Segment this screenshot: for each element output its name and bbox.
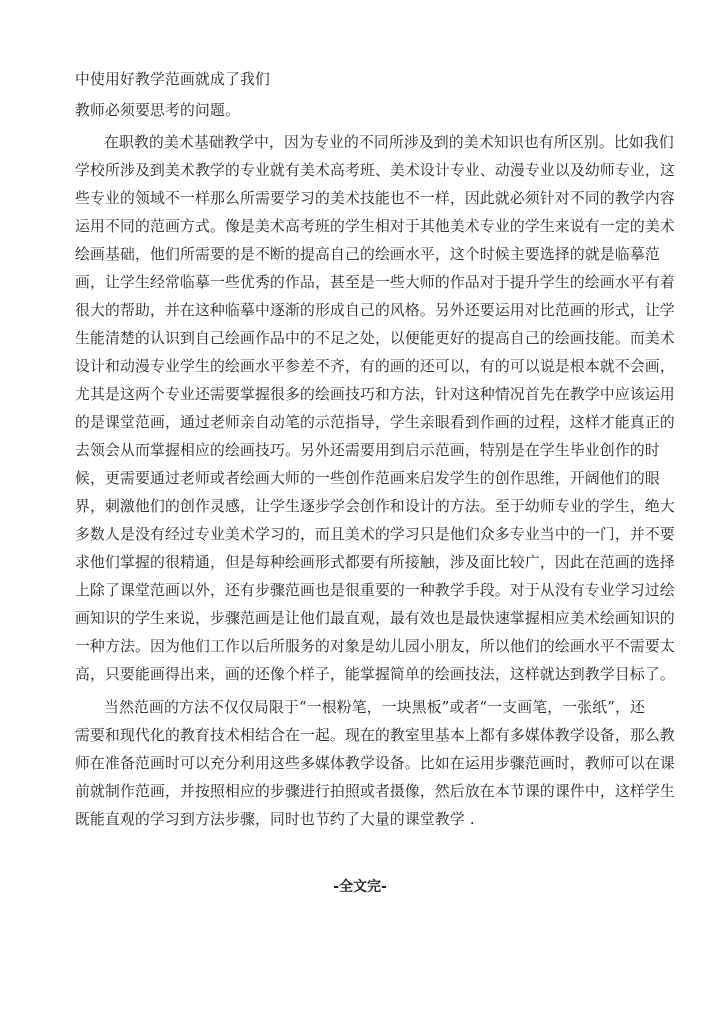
paragraph-1-line-18: 画知识的学生来说，步骤范画是让他们最直观，最有效也是最快速掌握相应美术绘画知识的 [75,610,675,627]
paragraph-1-line-6: 画，让学生经常临摹一些优秀的作品，甚至是一些大师的作品对于提升学生的绘画水平有着 [75,274,675,291]
paragraph-2-line-4: 前就制作范画，并按照相应的步骤进行拍照或者摄像，然后放在本节课的课件中，这样学生 [75,783,675,800]
paragraph-1-line-14: 界，刺激他们的创作灵感，让学生逐步学会创作和设计的方法。至于幼师专业的学生，绝大 [75,498,675,515]
paragraph-1-line-12: 去领会从而掌握相应的绘画技巧。另外还需要用到启示范画，特别是在学生毕业创作的时 [75,442,660,459]
paragraph-1-line-2: 学校所涉及到美术教学的专业就有美术高考班、美术设计专业、动漫专业以及幼师专业，这 [75,162,675,179]
paragraph-1-line-16: 求他们掌握的很精通，但是每种绘画形式都要有所接触，涉及面比较广，因此在范画的选择 [75,554,675,571]
intro-line-2: 教师必须要思考的问题。 [75,102,240,119]
paragraph-1-line-1: 在职教的美术基础教学中，因为专业的不同所涉及到的美术知识也有所区别。比如我们 [104,134,674,151]
paragraph-1-line-5: 绘画基础，他们所需要的是不断的提高自己的绘画水平，这个时候主要选择的就是临摹范 [75,246,660,263]
paragraph-1-line-19: 一种方法。因为他们工作以后所服务的对象是幼儿园小朋友，所以他们的绘画水平不需要太 [75,638,675,655]
paragraph-2-line-1: 当然范画的方法不仅仅局限于“一根粉笔，一块黑板”或者“一支画笔，一张纸”，还 [104,699,645,716]
paragraph-2-line-2: 需要和现代化的教育技术相结合在一起。现在的教室里基本上都有多媒体教学设备，那么教 [75,727,675,744]
paragraph-1-line-13: 候，更需要通过老师或者绘画大师的一些创作范画来启发学生的创作思维，开阔他们的眼 [75,470,660,487]
paragraph-1-line-11: 的是课堂范画，通过老师亲自动笔的示范指导，学生亲眼看到作画的过程，这样才能真正的 [75,414,675,431]
paragraph-1-line-20: 高，只要能画得出来，画的还像个样子，能掌握简单的绘画技法，这样就达到教学目标了。 [75,666,675,683]
paragraph-1-line-8: 生能清楚的认识到自己绘画作品中的不足之处，以便能更好的提高自己的绘画技能。而美术 [75,330,675,347]
paragraph-1-line-7: 很大的帮助，并在这种临摹中逐渐的形成自己的风格。另外还要运用对比范画的形式，让学 [75,302,675,319]
paragraph-1-line-10: 尤其是这两个专业还需要掌握很多的绘画技巧和方法，针对这种情况首先在教学中应该运用 [75,386,675,403]
end-of-document-marker: -全文完- [333,879,387,895]
paragraph-2-line-5: 既能直观的学习到方法步骤，同时也节约了大量的课堂教学 . [75,811,475,828]
paragraph-1-line-3: 些专业的领域不一样那么所需要学习的美术技能也不一样，因此就必须针对不同的教学内容 [75,190,675,207]
paragraph-1-line-9: 设计和动漫专业学生的绘画水平参差不齐，有的画的还可以，有的可以说是根本就不会画， [75,358,675,375]
paragraph-2-line-3: 师在准备范画时可以充分利用这些多媒体教学设备。比如在运用步骤范画时，教师可以在课 [75,755,675,772]
paragraph-1-line-17: 上除了课堂范画以外，还有步骤范画也是很重要的一种教学手段。对于从没有专业学习过绘 [75,582,675,599]
intro-line-1: 中使用好教学范画就成了我们 [75,71,270,88]
paragraph-1-line-15: 多数人是没有经过专业美术学习的，而且美术的学习只是他们众多专业当中的一门，并不要 [75,526,675,543]
paragraph-1-line-4: 运用不同的范画方式。像是美术高考班的学生相对于其他美术专业的学生来说有一定的美术 [75,218,675,235]
